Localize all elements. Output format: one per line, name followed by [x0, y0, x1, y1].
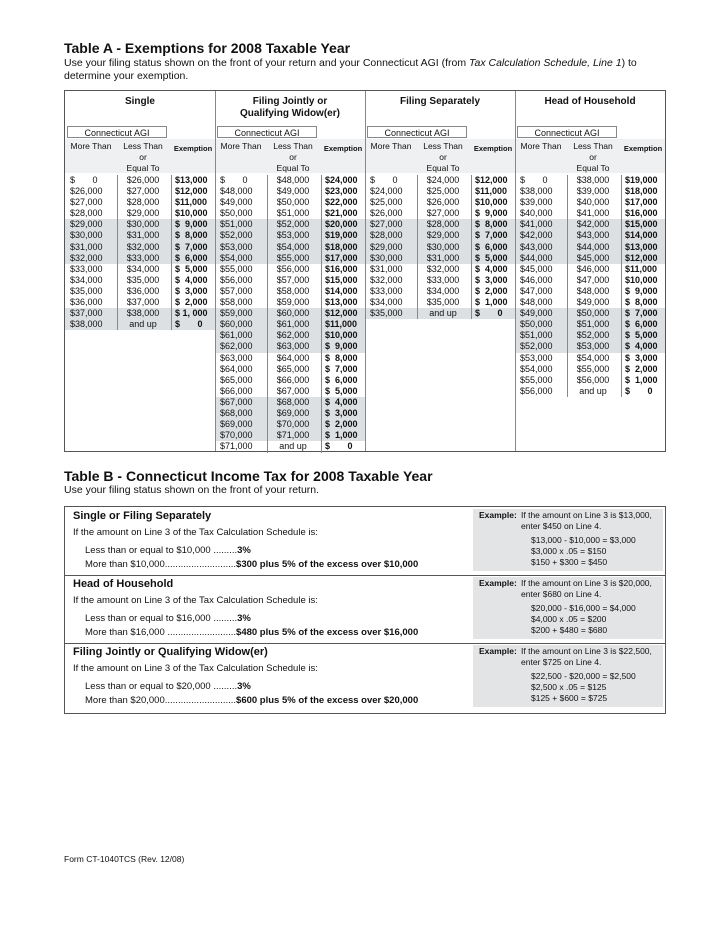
agi-cell: $29,000 — [126, 208, 160, 219]
col-more-than: More Than — [70, 141, 112, 151]
exemption-cell: $10,000 — [175, 208, 208, 219]
group-header-joint: Filing Jointly or Qualifying Widow(er) — [240, 96, 340, 119]
agi-cell: $39,000 — [520, 197, 553, 208]
example-label: Example: — [479, 646, 517, 656]
example-calc: $20,000 - $16,000 = $4,000 $4,000 x .05 = $200 $200 + $480 = $680 — [531, 603, 636, 635]
exemption-cell: $16,000 — [325, 263, 358, 274]
exemption-cell: $10,000 — [325, 330, 358, 341]
agi-cell: $64,000 — [220, 363, 253, 374]
exemption-cell: $ 1,000 — [475, 297, 508, 308]
column-divider — [117, 175, 118, 330]
exemption-cell: $ 5,000 — [475, 252, 508, 263]
table-a — [64, 90, 666, 452]
exemption-cell: $ 2,000 — [175, 297, 208, 308]
example-box — [473, 645, 663, 707]
exemption-cell: $15,000 — [625, 219, 658, 230]
agi-cell: $40,000 — [576, 197, 610, 208]
exemption-cell: $ 4,000 — [325, 396, 358, 407]
exemption-cell: $ 8,000 — [175, 230, 208, 241]
agi-cell: $55,000 — [220, 263, 253, 274]
agi-cell: $39,000 — [576, 186, 610, 197]
agi-cell: $71,000 — [220, 441, 253, 452]
agi-cell: $56,000 — [576, 374, 610, 385]
col-less-than: Less Than or Equal To — [273, 141, 313, 173]
agi-cell: $40,000 — [520, 208, 553, 219]
agi-cell: $56,000 — [520, 385, 553, 396]
agi-cell: $35,000 — [426, 297, 460, 308]
exemption-cell: $19,000 — [625, 175, 658, 185]
agi-cell: $38,000 — [576, 175, 610, 185]
agi-cell: $32,000 — [126, 241, 160, 252]
agi-cell: $53,000 — [576, 341, 610, 352]
exemption-cell: $17,000 — [625, 197, 658, 208]
column-divider — [621, 175, 622, 397]
agi-cell: $24,000 — [426, 175, 460, 185]
agi-cell: $28,000 — [370, 230, 403, 241]
agi-cell: $41,000 — [576, 208, 610, 219]
agi-cell: $51,000 — [520, 330, 553, 341]
group-header-separate: Filing Separately — [399, 96, 481, 107]
rate-line-1: Less than or equal to $10,000 .........3% — [85, 545, 251, 556]
exemption-cell: $ 8,000 — [325, 352, 358, 363]
exemption-cell: $ 5,000 — [325, 385, 358, 396]
agi-cell: $48,000 — [576, 285, 610, 296]
example-label: Example: — [479, 510, 517, 520]
tax-section — [65, 507, 665, 575]
agi-cell: $ 0 — [220, 175, 248, 185]
agi-cell: $34,000 — [370, 297, 403, 308]
example-text: If the amount on Line 3 is $20,000, enter $680 on Line 4. — [521, 578, 652, 599]
exemption-cell: $ 2,000 — [475, 285, 508, 296]
section-condition: If the amount on Line 3 of the Tax Calculation Schedule is: — [73, 527, 318, 538]
col-more-than: More Than — [370, 141, 412, 151]
agi-cell: $55,000 — [520, 374, 553, 385]
example-box — [473, 509, 663, 571]
agi-cell: $68,000 — [220, 407, 253, 418]
column-divider — [417, 175, 418, 319]
exemption-cell: $13,000 — [175, 175, 208, 185]
agi-cell: $58,000 — [220, 297, 253, 308]
exemption-cell: $22,000 — [325, 197, 358, 208]
agi-label: Connecticut AGI — [217, 126, 317, 138]
exemption-cell: $14,000 — [325, 285, 358, 296]
exemption-cell: $ 5,000 — [175, 263, 208, 274]
agi-cell: $54,000 — [520, 363, 553, 374]
rate-line-1: Less than or equal to $20,000 .........3% — [85, 681, 251, 692]
column-divider — [567, 175, 568, 397]
example-label: Example: — [479, 578, 517, 588]
agi-cell: $48,000 — [520, 297, 553, 308]
agi-cell: $29,000 — [426, 230, 460, 241]
agi-cell: $67,000 — [220, 396, 253, 407]
agi-cell: $32,000 — [370, 274, 403, 285]
agi-label: Connecticut AGI — [67, 126, 167, 138]
agi-cell: $43,000 — [576, 230, 610, 241]
agi-cell: $59,000 — [220, 308, 253, 319]
agi-cell: $31,000 — [370, 263, 403, 274]
agi-cell: $26,000 — [370, 208, 403, 219]
agi-cell: $62,000 — [276, 330, 310, 341]
section-condition: If the amount on Line 3 of the Tax Calculation Schedule is: — [73, 663, 318, 674]
group-divider — [365, 91, 366, 451]
exemption-cell: $ 1,000 — [325, 430, 358, 441]
agi-cell: $29,000 — [70, 219, 103, 230]
agi-cell: $61,000 — [276, 319, 310, 330]
agi-cell: $ 0 — [70, 175, 98, 185]
group-divider — [515, 91, 516, 451]
group-divider — [215, 91, 216, 451]
exemption-cell: $14,000 — [625, 230, 658, 241]
exemption-cell: $ 6,000 — [325, 374, 358, 385]
agi-cell: $57,000 — [220, 285, 253, 296]
rate-line-1: Less than or equal to $16,000 .........3% — [85, 613, 251, 624]
agi-cell: $56,000 — [220, 274, 253, 285]
agi-cell: $26,000 — [126, 175, 160, 185]
agi-cell: $68,000 — [276, 396, 310, 407]
exemption-cell: $ 9,000 — [175, 219, 208, 230]
exemption-cell: $ 1,000 — [625, 374, 658, 385]
exemption-cell: $ 4,000 — [175, 274, 208, 285]
exemption-cell: $11,000 — [475, 186, 508, 197]
exemption-cell: $ 0 — [625, 385, 653, 396]
exemption-cell: $10,000 — [475, 197, 508, 208]
agi-cell: $33,000 — [370, 285, 403, 296]
exemption-cell: $ 7,000 — [625, 308, 658, 319]
exemption-cell: $ 0 — [325, 441, 353, 452]
example-text: If the amount on Line 3 is $22,500, enter $725 on Line 4. — [521, 646, 652, 667]
agi-cell: $50,000 — [576, 308, 610, 319]
exemption-cell: $13,000 — [325, 297, 358, 308]
exemption-cell: $23,000 — [325, 186, 358, 197]
example-text: If the amount on Line 3 is $13,000, enter $450 on Line 4. — [521, 510, 652, 531]
exemption-cell: $ 2,000 — [625, 363, 658, 374]
agi-cell: $57,000 — [276, 274, 310, 285]
agi-cell: $51,000 — [576, 319, 610, 330]
tax-section — [65, 575, 665, 643]
col-less-than: Less Than or Equal To — [123, 141, 163, 173]
col-exemption: Exemption — [623, 144, 663, 153]
agi-cell: $ 0 — [520, 175, 548, 185]
agi-cell: $33,000 — [426, 274, 460, 285]
exemption-cell: $ 1, 000 — [175, 308, 208, 319]
column-divider — [267, 175, 268, 453]
agi-cell: $24,000 — [370, 186, 403, 197]
form-footer: Form CT-1040TCS (Rev. 12/08) — [64, 854, 185, 864]
agi-cell: $35,000 — [70, 285, 103, 296]
col-exemption: Exemption — [173, 144, 213, 153]
agi-cell: $31,000 — [426, 252, 460, 263]
agi-cell: $42,000 — [576, 219, 610, 230]
agi-cell: $51,000 — [220, 219, 253, 230]
agi-cell: $52,000 — [276, 219, 310, 230]
exemption-cell: $ 4,000 — [625, 341, 658, 352]
exemption-cell: $18,000 — [625, 186, 658, 197]
agi-cell: $ 0 — [370, 175, 398, 185]
agi-cell: $47,000 — [576, 274, 610, 285]
example-box — [473, 577, 663, 639]
agi-cell: $27,000 — [370, 219, 403, 230]
exemption-cell: $11,000 — [325, 319, 358, 330]
agi-cell: $35,000 — [370, 308, 403, 319]
agi-cell: $28,000 — [70, 208, 103, 219]
agi-cell: $26,000 — [70, 186, 103, 197]
table-b — [64, 506, 666, 714]
table-b-subtitle: Use your filing status shown on the front of your return. — [64, 484, 320, 496]
tax-section — [65, 643, 665, 711]
agi-cell: $70,000 — [276, 419, 310, 430]
exemption-cell: $ 0 — [175, 319, 203, 330]
column-divider — [171, 175, 172, 330]
exemption-cell: $24,000 — [325, 175, 358, 185]
agi-cell: $30,000 — [70, 230, 103, 241]
agi-cell: $33,000 — [126, 252, 160, 263]
section-divider — [65, 643, 665, 644]
exemption-cell: $ 3,000 — [325, 407, 358, 418]
agi-cell: $55,000 — [276, 252, 310, 263]
exemption-cell: $13,000 — [625, 241, 658, 252]
agi-cell: $37,000 — [70, 308, 103, 319]
column-divider — [321, 175, 322, 453]
agi-cell: $53,000 — [520, 352, 553, 363]
agi-cell: $43,000 — [520, 241, 553, 252]
agi-cell: $50,000 — [276, 197, 310, 208]
agi-cell: $27,000 — [126, 186, 160, 197]
agi-cell: $34,000 — [426, 285, 460, 296]
agi-cell: $54,000 — [276, 241, 310, 252]
agi-cell: $27,000 — [426, 208, 460, 219]
table-b-title: Table B - Connecticut Income Tax for 2008 Taxable Year — [64, 468, 433, 484]
agi-cell: $65,000 — [220, 374, 253, 385]
agi-cell: $26,000 — [426, 197, 460, 208]
agi-cell: $52,000 — [220, 230, 253, 241]
agi-cell: $44,000 — [520, 252, 553, 263]
agi-cell: $27,000 — [70, 197, 103, 208]
exemption-cell: $18,000 — [325, 241, 358, 252]
exemption-cell: $11,000 — [625, 263, 658, 274]
exemption-cell: $20,000 — [325, 219, 358, 230]
agi-cell: $69,000 — [220, 419, 253, 430]
agi-cell: $31,000 — [126, 230, 160, 241]
agi-cell: $58,000 — [276, 285, 310, 296]
agi-cell: $28,000 — [126, 197, 160, 208]
exemption-cell: $ 2,000 — [325, 419, 358, 430]
agi-cell: $54,000 — [220, 252, 253, 263]
exemption-cell: $ 3,000 — [625, 352, 658, 363]
column-divider — [471, 175, 472, 319]
col-more-than: More Than — [520, 141, 562, 151]
agi-cell: $32,000 — [70, 252, 103, 263]
agi-cell: $66,000 — [220, 385, 253, 396]
agi-cell: $42,000 — [520, 230, 553, 241]
exemption-cell: $ 8,000 — [625, 297, 658, 308]
agi-cell: $60,000 — [276, 308, 310, 319]
section-divider — [65, 575, 665, 576]
agi-cell: and up — [429, 308, 457, 319]
exemption-cell: $ 6,000 — [625, 319, 658, 330]
agi-cell: $49,000 — [276, 186, 310, 197]
agi-cell: $49,000 — [576, 297, 610, 308]
agi-cell: $32,000 — [426, 263, 460, 274]
agi-cell: $36,000 — [70, 297, 103, 308]
group-header-single: Single — [124, 96, 155, 107]
agi-cell: $70,000 — [220, 430, 253, 441]
exemption-cell: $ 7,000 — [175, 241, 208, 252]
agi-cell: $56,000 — [276, 263, 310, 274]
agi-cell: $38,000 — [520, 186, 553, 197]
exemption-cell: $10,000 — [625, 274, 658, 285]
exemption-cell: $ 9,000 — [475, 208, 508, 219]
rate-line-2: More than $16,000 ..........................$480 plus 5% of the excess over $16,000 — [85, 627, 419, 638]
agi-cell: $30,000 — [126, 219, 160, 230]
rate-line-2: More than $20,000...........................$600 plus 5% of the excess over $20,000 — [85, 695, 419, 706]
exemption-cell: $ 5,000 — [625, 330, 658, 341]
agi-cell: $52,000 — [576, 330, 610, 341]
agi-cell: $46,000 — [520, 274, 553, 285]
exemption-cell: $12,000 — [625, 252, 658, 263]
agi-cell: $53,000 — [276, 230, 310, 241]
col-exemption: Exemption — [323, 144, 363, 153]
exemption-cell: $ 0 — [475, 308, 503, 319]
agi-label: Connecticut AGI — [367, 126, 467, 138]
agi-cell: $46,000 — [576, 263, 610, 274]
exemption-cell: $16,000 — [625, 208, 658, 219]
agi-cell: $48,000 — [276, 175, 310, 185]
agi-cell: $65,000 — [276, 363, 310, 374]
exemption-cell: $ 7,000 — [475, 230, 508, 241]
col-less-than: Less Than or Equal To — [423, 141, 463, 173]
exemption-cell: $ 6,000 — [175, 252, 208, 263]
exemption-cell: $11,000 — [175, 197, 208, 208]
agi-cell: $66,000 — [276, 374, 310, 385]
agi-cell: $34,000 — [126, 263, 160, 274]
exemption-cell: $ 9,000 — [325, 341, 358, 352]
exemption-cell: $12,000 — [325, 308, 358, 319]
agi-cell: $49,000 — [520, 308, 553, 319]
agi-cell: $37,000 — [126, 297, 160, 308]
group-header-hoh: Head of Household — [544, 96, 636, 107]
exemption-cell: $19,000 — [325, 230, 358, 241]
agi-cell: $69,000 — [276, 407, 310, 418]
section-heading: Head of Household — [73, 578, 174, 590]
exemption-cell: $12,000 — [475, 175, 508, 185]
exemption-cell: $15,000 — [325, 274, 358, 285]
col-exemption: Exemption — [473, 144, 513, 153]
agi-cell: $59,000 — [276, 297, 310, 308]
agi-cell: $49,000 — [220, 197, 253, 208]
agi-cell: $25,000 — [370, 197, 403, 208]
agi-cell: $35,000 — [126, 274, 160, 285]
agi-cell: $30,000 — [426, 241, 460, 252]
agi-cell: $36,000 — [126, 285, 160, 296]
agi-cell: $61,000 — [220, 330, 253, 341]
agi-cell: $30,000 — [370, 252, 403, 263]
agi-cell: $52,000 — [520, 341, 553, 352]
exemption-cell: $ 6,000 — [475, 241, 508, 252]
agi-cell: $63,000 — [276, 341, 310, 352]
example-calc: $13,000 - $10,000 = $3,000 $3,000 x .05 = $150 $150 + $300 = $450 — [531, 535, 636, 567]
agi-cell: $60,000 — [220, 319, 253, 330]
agi-cell: $64,000 — [276, 352, 310, 363]
agi-cell: and up — [129, 319, 157, 330]
rate-line-2: More than $10,000...........................$300 plus 5% of the excess over $10,000 — [85, 559, 419, 570]
agi-cell: $50,000 — [220, 208, 253, 219]
agi-cell: $48,000 — [220, 186, 253, 197]
agi-cell: $51,000 — [276, 208, 310, 219]
agi-cell: and up — [579, 385, 607, 396]
exemption-cell: $ 8,000 — [475, 219, 508, 230]
exemption-cell: $21,000 — [325, 208, 358, 219]
example-calc: $22,500 - $20,000 = $2,500 $2,500 x .05 = $125 $125 + $600 = $725 — [531, 671, 636, 703]
agi-cell: $44,000 — [576, 241, 610, 252]
table-a-title: Table A - Exemptions for 2008 Taxable Year — [64, 40, 351, 56]
agi-cell: $25,000 — [426, 186, 460, 197]
section-condition: If the amount on Line 3 of the Tax Calculation Schedule is: — [73, 595, 318, 606]
exemption-cell: $17,000 — [325, 252, 358, 263]
agi-label: Connecticut AGI — [517, 126, 617, 138]
table-a-subtitle: Use your filing status shown on the front of your return and your Connecticut AGI (from Tax Calculation Schedule, Line 1) to determine your exemption. — [64, 57, 637, 82]
agi-cell: $53,000 — [220, 241, 253, 252]
exemption-cell: $ 9,000 — [625, 285, 658, 296]
agi-cell: $29,000 — [370, 241, 403, 252]
agi-cell: $28,000 — [426, 219, 460, 230]
exemption-cell: $ 3,000 — [175, 285, 208, 296]
agi-cell: $63,000 — [220, 352, 253, 363]
col-more-than: More Than — [220, 141, 262, 151]
agi-cell: $45,000 — [576, 252, 610, 263]
section-heading: Filing Jointly or Qualifying Widow(er) — [73, 646, 268, 658]
agi-cell: $71,000 — [276, 430, 310, 441]
agi-cell: $62,000 — [220, 341, 253, 352]
exemption-cell: $12,000 — [175, 186, 208, 197]
agi-cell: $41,000 — [520, 219, 553, 230]
agi-cell: $45,000 — [520, 263, 553, 274]
section-heading: Single or Filing Separately — [73, 510, 212, 522]
agi-cell: $38,000 — [70, 319, 103, 330]
col-less-than: Less Than or Equal To — [573, 141, 613, 173]
agi-cell: $67,000 — [276, 385, 310, 396]
exemption-cell: $ 7,000 — [325, 363, 358, 374]
agi-cell: $55,000 — [576, 363, 610, 374]
agi-cell: $34,000 — [70, 274, 103, 285]
agi-cell: $31,000 — [70, 241, 103, 252]
agi-cell: $50,000 — [520, 319, 553, 330]
exemption-cell: $ 3,000 — [475, 274, 508, 285]
agi-cell: and up — [279, 441, 307, 452]
exemption-cell: $ 4,000 — [475, 263, 508, 274]
agi-cell: $47,000 — [520, 285, 553, 296]
agi-cell: $38,000 — [126, 308, 160, 319]
agi-cell: $54,000 — [576, 352, 610, 363]
agi-cell: $33,000 — [70, 263, 103, 274]
